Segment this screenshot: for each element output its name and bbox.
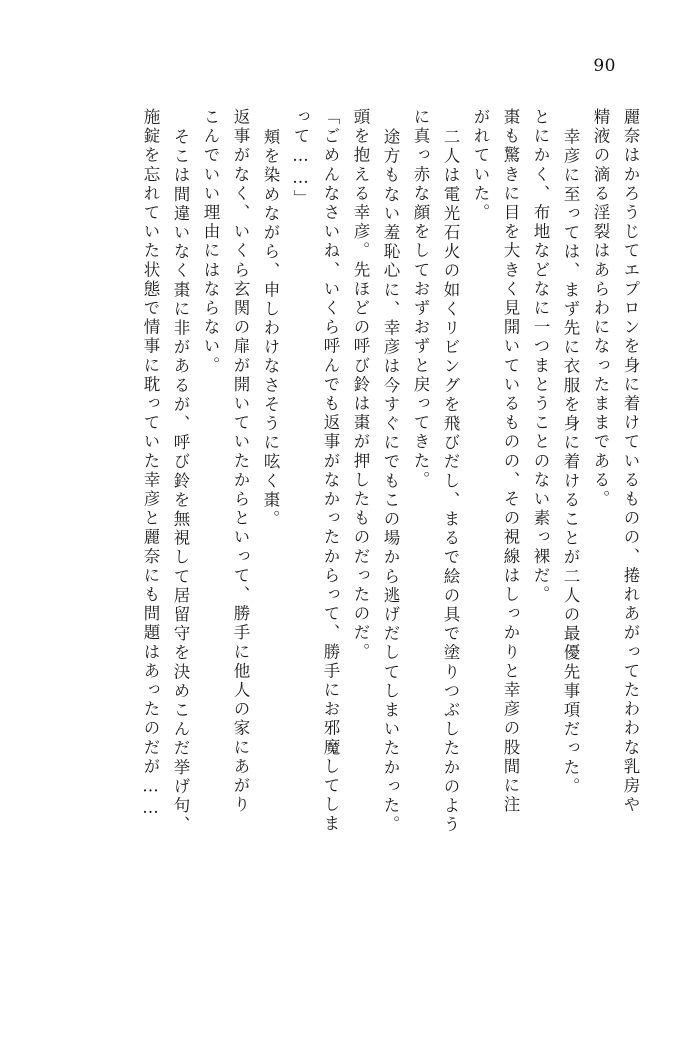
text-line: そこは間違いなく棗に非があるが、呼び鈴を無視して居留守を決めこんだ挙げ句、 xyxy=(171,128,190,835)
text-line: 返事がなく、いくら玄関の扉が開いていたからといって、勝手に他人の家にあがり xyxy=(231,108,250,815)
text-line: 途方もない羞恥心に、幸彦は今すぐにでもこの場から逃げだしてしまいたかった。 xyxy=(381,128,400,835)
text-line: 施錠を忘れていた状態で情事に耽っていた幸彦と麗奈にも問題はあったのだが…… xyxy=(141,108,160,820)
text-line: 頬を染めながら、申しわけなさそうに呟く棗。 xyxy=(261,128,280,530)
text-line: に真っ赤な顔をしておずおずと戻ってきた。 xyxy=(411,108,430,490)
text-line: 頭を抱える幸彦。先ほどの呼び鈴は棗が押したものだったのだ。 xyxy=(351,108,370,662)
text-line: 麗奈はかろうじてエプロンを身に着けているものの、捲れあがってたわわな乳房や xyxy=(621,108,640,815)
text-line: がれていた。 xyxy=(471,108,490,223)
text-line: って……」 xyxy=(291,108,310,209)
vertical-text-body xyxy=(58,108,638,988)
text-line: 精液の滴る淫裂はあらわになったままである。 xyxy=(591,108,610,510)
text-line: 「ごめんなさいね、いくら呼んでも返事がなかったからって、勝手にお邪魔してしま xyxy=(321,108,340,834)
text-line: 二人は電光石火の如くリビングを飛びだし、まるで絵の具で塗りつぶしたかのよう xyxy=(441,128,460,835)
text-line: とにかく、布地などなに一つまとうことのない素っ裸だ。 xyxy=(531,108,550,605)
text-line: 棗も驚きに目を大きく見開いているものの、その視線はしっかりと幸彦の股間に注 xyxy=(501,108,520,815)
text-line: 幸彦に至っては、まず先に衣服を身に着けることが二人の最優先事項だった。 xyxy=(561,128,580,797)
text-line: こんでいい理由にはならない。 xyxy=(201,108,220,376)
page-number: 90 xyxy=(593,56,616,76)
